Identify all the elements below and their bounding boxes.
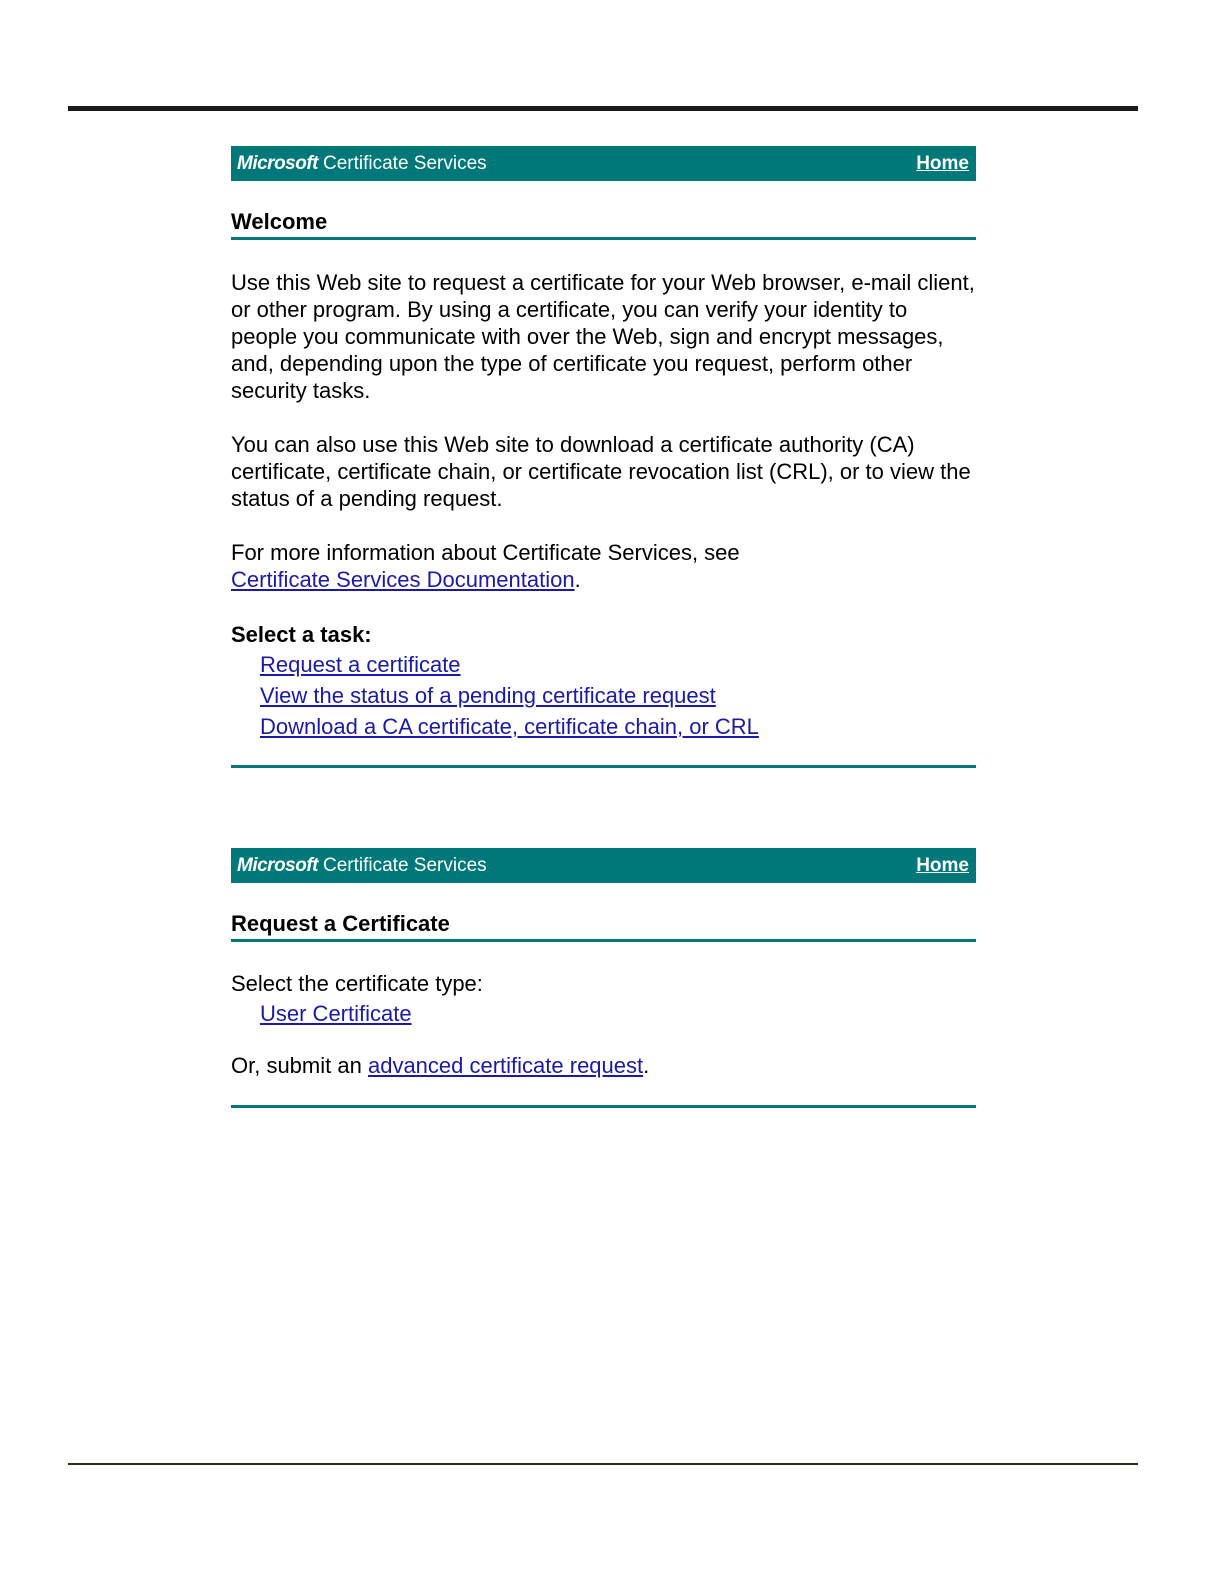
home-link[interactable]: Home: [916, 152, 969, 174]
request-certificate-panel: [231, 848, 976, 1108]
home-link[interactable]: Home: [916, 854, 969, 876]
more-info-suffix: .: [574, 567, 581, 592]
request-certificate-link[interactable]: Request a certificate: [260, 652, 461, 677]
service-name: Certificate Services: [323, 854, 487, 876]
more-info-text: For more information about Certificate Services, see: [231, 540, 740, 565]
list-item: [260, 680, 976, 711]
select-type-text: Select the certificate type:: [231, 971, 483, 996]
task-heading: Select a task:: [231, 622, 372, 647]
intro-paragraph: Use this Web site to request a certificate for your Web browser, e-mail client, or other program. By using a certificate, you can verify your identity to people you communicate with over the Web, sign and encrypt messages, and, depending upon the type of certificate you request, perform other security tasks.: [231, 270, 975, 403]
section-divider: [231, 1105, 976, 1108]
welcome-panel: [231, 146, 976, 768]
list-item: [260, 998, 976, 1029]
microsoft-logo-text: Microsoft: [237, 152, 318, 174]
section-divider: [231, 765, 976, 768]
list-item: [260, 711, 976, 742]
more-info-paragraph: [231, 539, 976, 593]
header-banner: [231, 848, 976, 883]
task-list: [231, 649, 976, 742]
advanced-request-paragraph: [231, 1052, 976, 1079]
download-paragraph: You can also use this Web site to download a certificate authority (CA) certificate, certificate chain, or certificate revocation list (CRL), or to view the status of a pending request.: [231, 432, 971, 511]
brand-title: [237, 153, 487, 175]
list-item: [260, 649, 976, 680]
page-bottom-rule: [68, 1463, 1138, 1465]
download-ca-certificate-link[interactable]: Download a CA certificate, certificate chain, or CRL: [260, 714, 759, 739]
header-banner: [231, 146, 976, 181]
page-top-rule: [68, 106, 1138, 111]
view-pending-status-link[interactable]: View the status of a pending certificate request: [260, 683, 716, 708]
documentation-link[interactable]: Certificate Services Documentation: [231, 567, 575, 592]
advanced-request-link[interactable]: advanced certificate request: [367, 1053, 644, 1078]
page-title: Request a Certificate: [231, 883, 976, 942]
microsoft-logo-text: Microsoft: [237, 854, 318, 876]
service-name: Certificate Services: [323, 152, 487, 174]
page-title: Welcome: [231, 181, 976, 240]
user-certificate-link[interactable]: User Certificate: [260, 1001, 412, 1026]
advanced-prefix: Or, submit an: [231, 1053, 362, 1078]
advanced-suffix: .: [643, 1053, 650, 1078]
certificate-type-list: [231, 998, 976, 1029]
brand-title: [237, 855, 487, 877]
